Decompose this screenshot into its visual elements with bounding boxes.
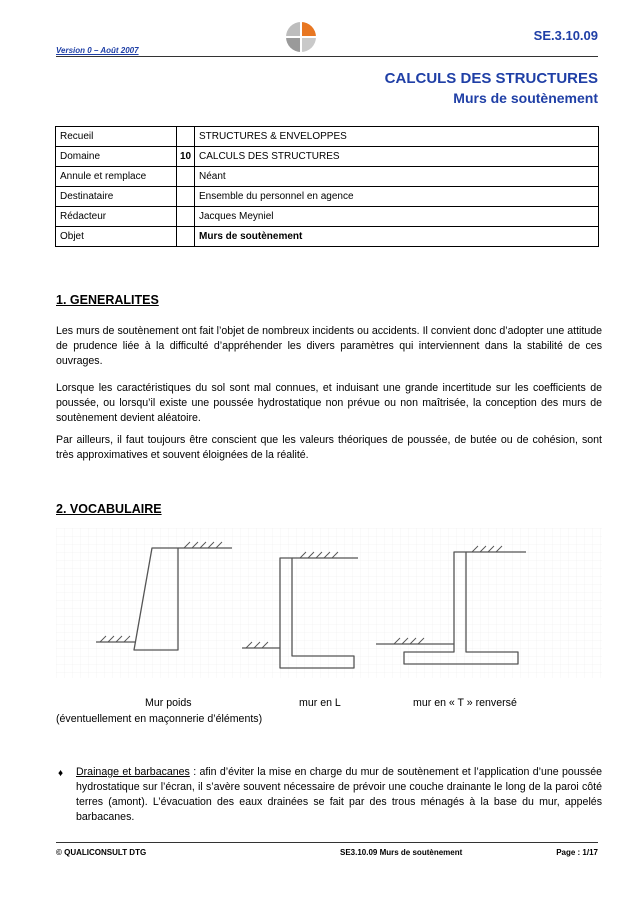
bullet-drainage — [76, 765, 602, 825]
document-code: SE.3.10.09 — [533, 28, 598, 43]
caption-mur-poids-note: (éventuellement en maçonnerie d’éléments) — [56, 713, 263, 725]
caption-mur-poids: Mur poids — [145, 697, 192, 709]
retaining-walls-sketch — [56, 528, 602, 678]
caption-mur-t: mur en « T » renversé — [413, 697, 517, 709]
footer-divider — [56, 842, 598, 843]
qualiconsult-logo — [284, 20, 318, 54]
row-label: Destinataire — [56, 187, 177, 207]
row-label: Objet — [56, 227, 177, 247]
paragraph: Les murs de soutènement ont fait l’objet de nombreux incidents ou accidents. Il convient donc d’adopter une attitude de prudence liée à la difficulté d’appréhender les divers paramètres qui interviennent dans la stabilité de ces ouvrages. — [56, 325, 602, 367]
row-number — [177, 227, 195, 247]
row-number — [177, 207, 195, 227]
bullet-body: : afin d’éviter la mise en charge du mur de soutènement et l’application d’une poussée hydrostatique sur l’écran, il s’avère souvent nécessaire de prévoir une couche drainante le long de la paroi côté terres (amont). L’évacuation des eaux drainées se fait par des trous ménagés à la base du mur, appelés barbacanes. — [76, 766, 603, 823]
footer-document-ref: SE3.10.09 Murs de soutènement — [340, 848, 463, 857]
table-row — [56, 147, 599, 167]
table-row — [56, 227, 599, 247]
bullet-term: Drainage et barbacanes — [76, 766, 190, 778]
paragraph: Lorsque les caractéristiques du sol sont mal connues, et induisant une grande incertitude sur les coefficients de poussée, ou lorsqu’il existe une poussée hydrostatique non prévue ou non maîtrisée, la conception des murs de soutènement devient aléatoire. — [56, 382, 602, 424]
row-number — [177, 127, 195, 147]
diamond-bullet-icon: ♦ — [58, 768, 64, 779]
row-label: Domaine — [56, 147, 177, 167]
row-number — [177, 187, 195, 207]
section-heading-vocabulaire: 2. VOCABULAIRE — [56, 502, 162, 516]
footer-page-number: Page : 1/17 — [556, 848, 598, 857]
row-number: 10 — [177, 147, 195, 167]
table-row — [56, 167, 599, 187]
document-subtitle: Murs de soutènement — [453, 90, 598, 106]
caption-mur-l: mur en L — [299, 697, 341, 709]
row-number — [177, 167, 195, 187]
row-value: Ensemble du personnel en agence — [195, 187, 599, 207]
row-value: CALCULS DES STRUCTURES — [195, 147, 599, 167]
table-row — [56, 207, 599, 227]
table-row — [56, 127, 599, 147]
row-label: Annule et remplace — [56, 167, 177, 187]
info-table — [55, 126, 599, 247]
row-value: Néant — [195, 167, 599, 187]
document-title: CALCULS DES STRUCTURES — [384, 70, 598, 87]
row-label: Recueil — [56, 127, 177, 147]
row-value: Murs de soutènement — [195, 227, 599, 247]
header-divider — [56, 56, 598, 57]
table-row — [56, 187, 599, 207]
version-label: Version 0 – Août 2007 — [56, 46, 139, 55]
row-label: Rédacteur — [56, 207, 177, 227]
section-heading-generalites: 1. GENERALITES — [56, 293, 159, 307]
paragraph: Par ailleurs, il faut toujours être conscient que les valeurs théoriques de poussée, de butée ou de cohésion, sont très approximatives et souvent éloignées de la réalité. — [56, 434, 602, 461]
row-value: STRUCTURES & ENVELOPPES — [195, 127, 599, 147]
footer-copyright: © QUALICONSULT DTG — [56, 848, 147, 857]
row-value: Jacques Meyniel — [195, 207, 599, 227]
